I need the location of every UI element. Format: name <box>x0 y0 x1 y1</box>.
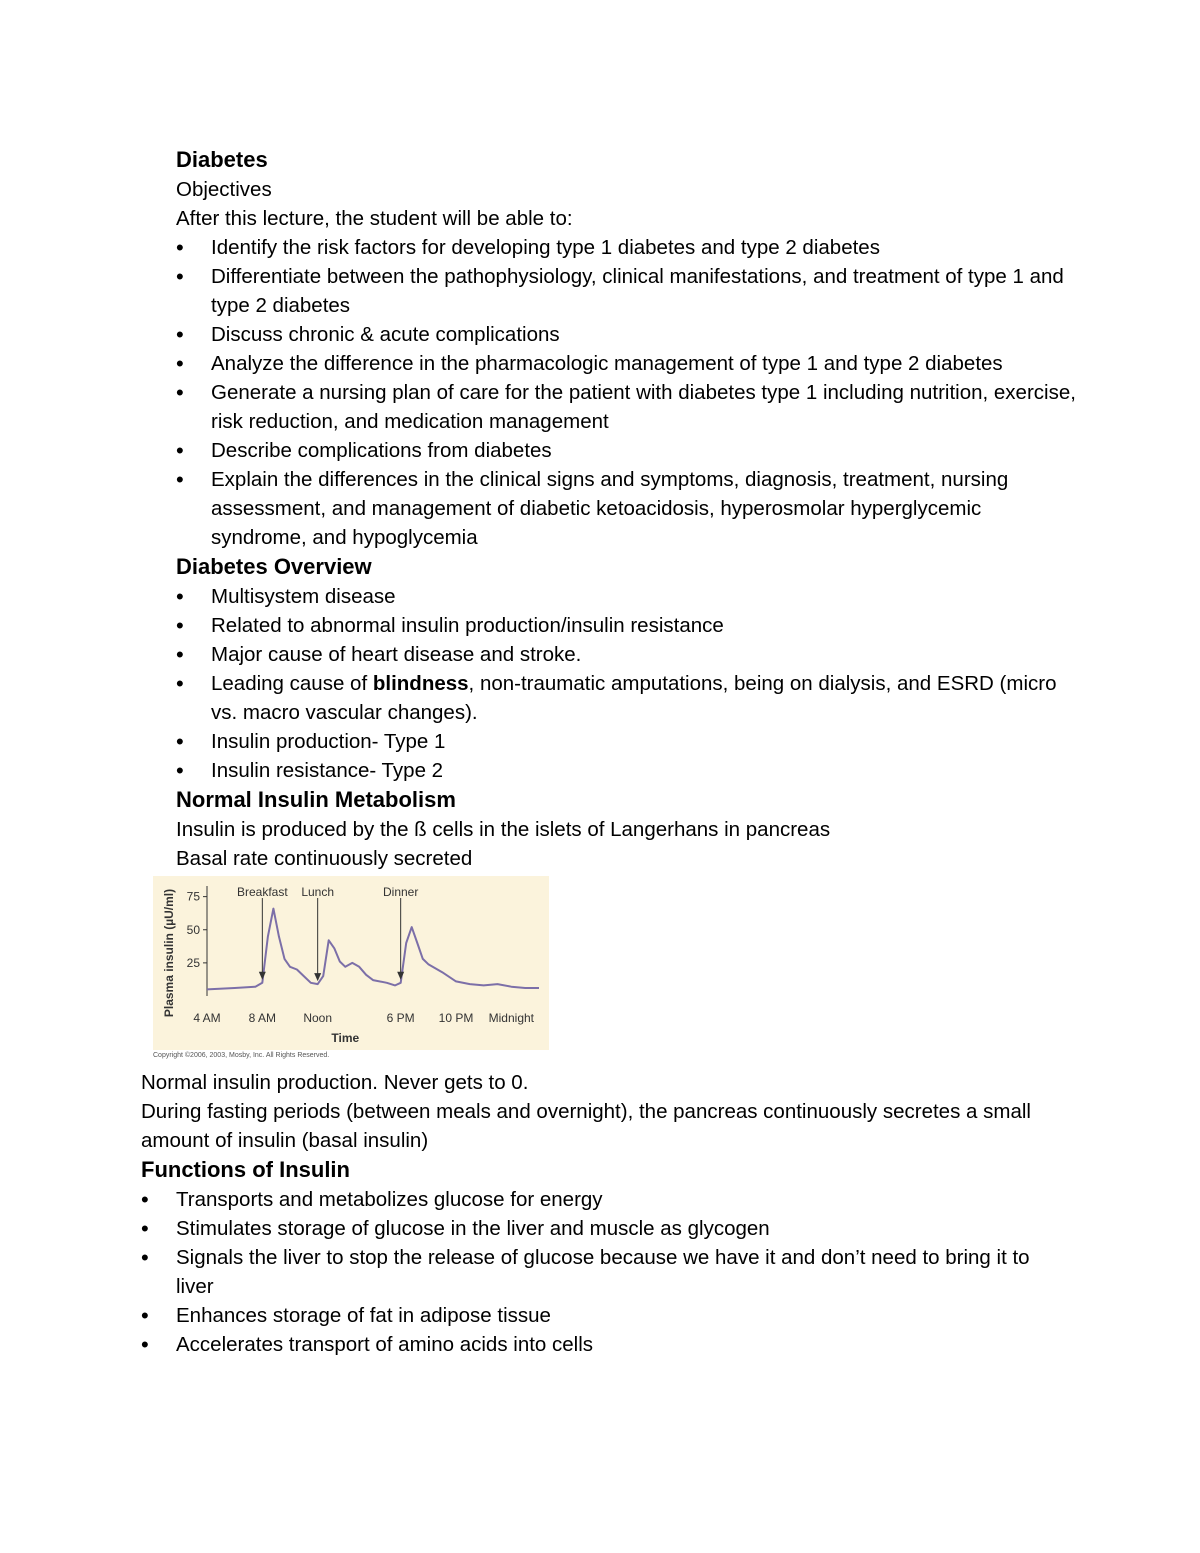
y-tick-label: 75 <box>186 889 200 904</box>
meal-annotation-label: Lunch <box>301 885 335 899</box>
meal-arrow-head <box>259 972 266 980</box>
list-item: • Signals the liver to stop the release of glucose because we have it and don’t need to bring it to liver <box>141 1243 1061 1301</box>
list-item: • Transports and metabolizes glucose for energy <box>141 1185 1061 1214</box>
list-item: • Insulin production- Type 1 <box>176 727 1076 756</box>
x-tick-label: 6 PM <box>386 1011 415 1025</box>
list-item: • Stimulates storage of glucose in the liver and muscle as glycogen <box>141 1214 1061 1243</box>
objectives-heading: Objectives <box>176 178 272 201</box>
metabolism-line-1: Insulin is produced by the ß cells in the islets of Langerhans in pancreas <box>176 818 831 841</box>
lower-section <box>141 1068 1061 1359</box>
metabolism-line-2: Basal rate continuously secreted <box>176 847 473 870</box>
metabolism-heading: Normal Insulin Metabolism <box>176 787 456 812</box>
objectives-list <box>176 233 1076 552</box>
objectives-intro: After this lecture, the student will be able to: <box>176 207 573 230</box>
list-item: • Explain the differences in the clinical signs and symptoms, diagnosis, treatment, nursing assessment, and management of diabetic ketoacidosis, hyperosmolar hyperglycemic syndrome, and hypoglycemia <box>176 465 1076 552</box>
list-item: • Accelerates transport of amino acids into cells <box>141 1330 1061 1359</box>
leading-cause-rest: , non-traumatic amputations, being on dialysis, and ESRD (micro vs. macro vascular changes). <box>211 672 1057 724</box>
functions-list <box>141 1185 1061 1359</box>
chart-copyright: Copyright ©2006, 2003, Mosby, Inc. All Rights Reserved. <box>153 1052 330 1059</box>
meal-arrow-head <box>397 972 404 980</box>
page-title: Diabetes <box>176 147 268 172</box>
y-tick-label: 25 <box>186 955 200 970</box>
y-axis-label: Plasma insulin (µU/ml) <box>162 888 176 1018</box>
meal-annotation-label: Dinner <box>382 885 419 899</box>
overview-heading: Diabetes Overview <box>176 554 372 579</box>
list-item: • Multisystem disease <box>176 582 1076 611</box>
normal-production-line-2: During fasting periods (between meals and overnight), the pancreas continuously secretes a small amount of insulin (basal insulin) <box>141 1100 1031 1152</box>
x-tick-label: 10 PM <box>438 1011 474 1025</box>
list-item: • Generate a nursing plan of care for the patient with diabetes type 1 including nutrition, exercise, risk reduction, and medication management <box>176 378 1076 436</box>
list-item: • Related to abnormal insulin production/insulin resistance <box>176 611 1076 640</box>
x-tick-label: Noon <box>303 1011 333 1025</box>
insulin-chart <box>153 876 549 1050</box>
functions-heading: Functions of Insulin <box>141 1157 350 1182</box>
list-item: • Discuss chronic & acute complications <box>176 320 1076 349</box>
x-tick-label: 4 AM <box>193 1011 221 1025</box>
x-tick-label: Midnight <box>488 1011 535 1025</box>
leading-cause-text: Leading cause of <box>211 672 373 695</box>
x-tick-label: 8 AM <box>248 1011 277 1025</box>
list-item: • Major cause of heart disease and stroke. <box>176 640 1076 669</box>
normal-production-line-1: Normal insulin production. Never gets to 0. <box>141 1071 529 1094</box>
meal-annotation-label: Breakfast <box>236 885 288 899</box>
list-item: • Differentiate between the pathophysiology, clinical manifestations, and treatment of type 1 and type 2 diabetes <box>176 262 1076 320</box>
list-item: • Enhances storage of fat in adipose tissue <box>141 1301 1061 1330</box>
insulin-series-line <box>207 909 539 990</box>
blindness-emphasis: blindness <box>372 672 469 695</box>
list-item: • Analyze the difference in the pharmacologic management of type 1 and type 2 diabetes <box>176 349 1076 378</box>
list-item: • Insulin resistance- Type 2 <box>176 756 1076 785</box>
objectives-section <box>176 145 1076 873</box>
y-tick-label: 50 <box>186 922 200 937</box>
insulin-chart-svg <box>153 876 549 1050</box>
list-item <box>176 669 1076 727</box>
list-item: • Describe complications from diabetes <box>176 436 1076 465</box>
x-axis-label: Time <box>331 1031 360 1045</box>
list-item: • Identify the risk factors for developing type 1 diabetes and type 2 diabetes <box>176 233 1076 262</box>
overview-list <box>176 582 1076 785</box>
